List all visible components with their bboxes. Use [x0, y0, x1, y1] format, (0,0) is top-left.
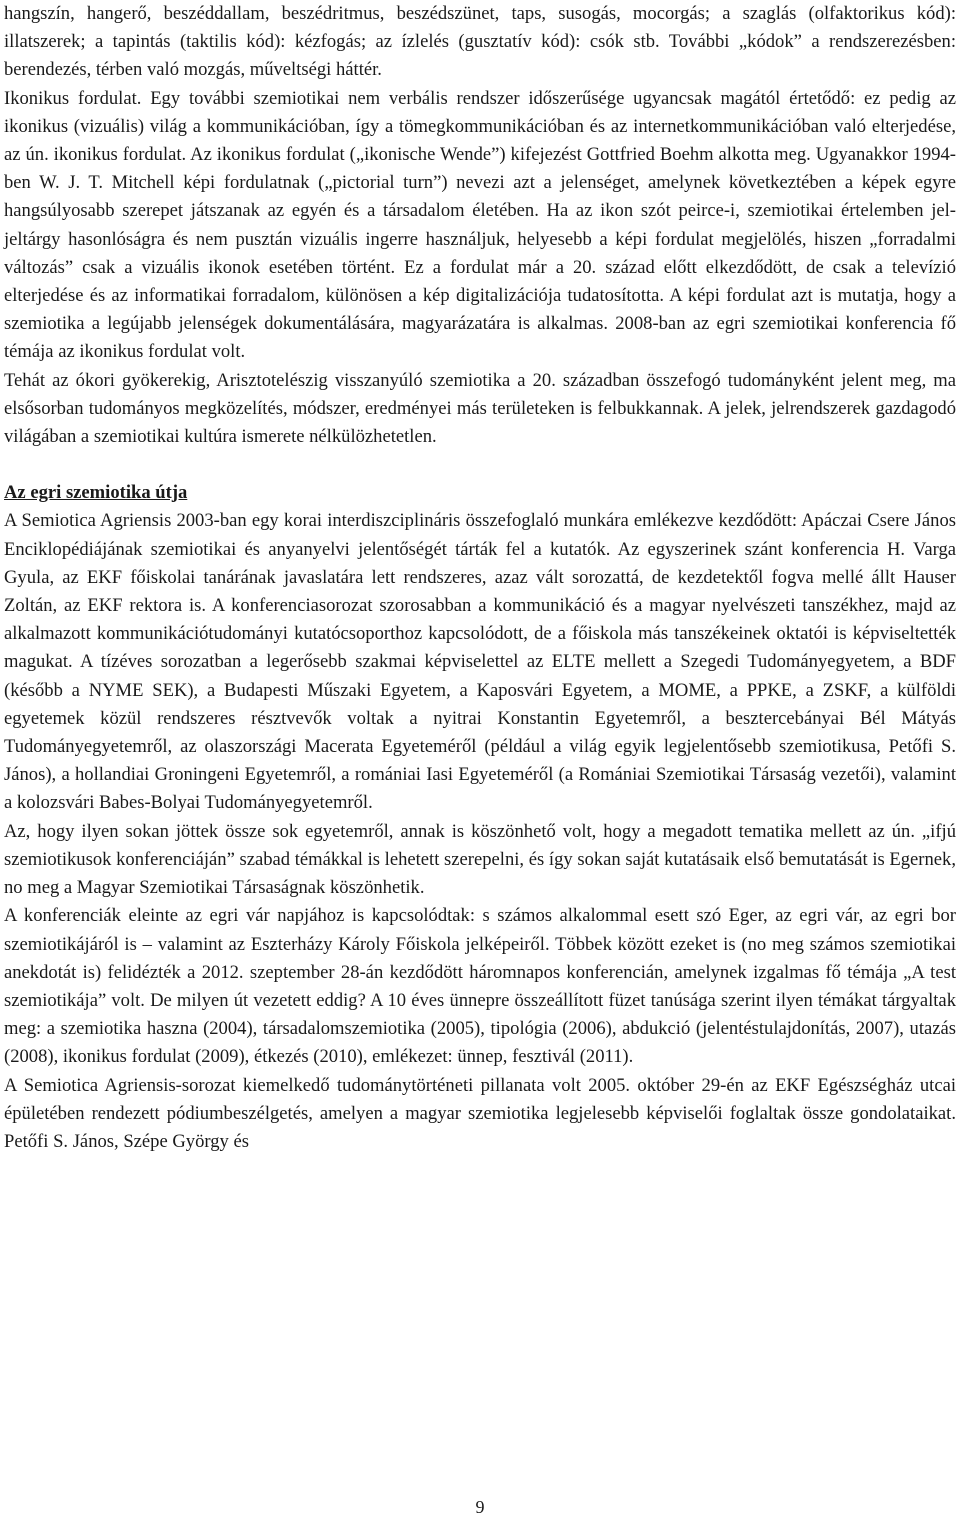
- paragraph-codes: hangszín, hangerő, beszéddallam, beszédritmus, beszédszünet, taps, susogás, mocorgás; a szaglás (olfaktorikus kód): illatszerek; a tapintás (taktilis kód): kézfogás; az ízlelés (gusztatív kód): csók stb. További „kódok” a rendszerezésben: berendezés, térben való mozgás, műveltségi háttér.: [4, 3, 956, 81]
- paragraph-semiotics-summary: Tehát az ókori gyökerekig, Arisztotelészig visszanyúló szemiotika a 20. században összefogó tudományként jelent meg, ma elsősorban tudományos megközelítés, módszer, eredményei más területeken is felbukkannak. A jelek, jelrendszerek gazdagodó világában a szemiotikai kultúra ismerete nélkülözhetetlen.: [4, 369, 956, 448]
- section-heading: Az egri szemiotika útja: [4, 482, 188, 504]
- paragraph-podium-discussion: A Semiotica Agriensis-sorozat kiemelkedő tudománytörténeti pillanata volt 2005. október 29-én az EKF Egészségház utcai épületében rendezett pódiumbeszélgetés, amelyen a magyar szemiotika legjelesebb képviselői foglaltak össze gondolataikat. Petőfi S. János, Szépe György és: [4, 1074, 956, 1152]
- paragraph-young-semioticians: Az, hogy ilyen sokan jöttek össze sok egyetemről, annak is köszönhető volt, hogy a megadott tematika mellett az ún. „ifjú szemiotikusok konferenciáján” szabad témákkal is lehetett szerepelni, és így sokan saját kutatásaik első bemutatását is Egernek, no meg a Magyar Szemiotikai Társaságnak köszönhetik.: [4, 820, 956, 899]
- page-number: 9: [475, 1497, 485, 1517]
- document-page: [4, 0, 956, 1537]
- paragraph-iconic-turn: Ikonikus fordulat. Egy további szemiotikai nem verbális rendszer időszerűsége ugyancsak magától értetődő: ez pedig az ikonikus (vizuális) világ a kommunikációban, így a tömegkommunikációban és az internetkommunikációban való elterjedése, az ún. ikonikus fordulat. Az ikonikus fordulat („ikonische Wende”) kifejezést Gottfried Boehm alkotta meg. Ugyanakkor 1994-ben W. J. T. Mitchell képi fordulatnak („pictorial turn”) nevezi azt a jelenséget, amelynek következtében a képek egyre hangsúlyosabb szerepet játszanak az egyén és a társadalom életében. Ha az ikon szót peirce-i, szemiotikai értelemben jel-jeltárgy hasonlóságra és nem pusztán vizuális ingerre használjuk, helyesebb a képi fordulat megjelölés, hiszen „forradalmi változás” csak a vizuális ikonok esetében történt. Ez a fordulat már a 20. század előtt elkezdődött, de csak a televízió elterjedése és az informatikai forradalom, különösen a kép digitalizációja tudatosította. A képi fordulat azt is mutatja, hogy a szemiotika a legújabb jelenségek dokumentálására, magyarázatára is alkalmas. 2008-ban az egri szemiotikai konferencia fő témája az ikonikus fordulat volt.: [4, 87, 956, 363]
- paragraph-semiotica-agriensis: A Semiotica Agriensis 2003-ban egy korai interdiszciplináris összefoglaló munkára emlékezve kezdődött: Apáczai Csere János Enciklopédiájának szemiotikai és anyanyelvi jelentőségét tárták fel a kutatók. Az egyszerinek szánt konferencia H. Varga Gyula, az EKF főiskolai tanárának javaslatára lett rendszeres, azaz vált sorozattá, de kezdetektől fogva mellé állt Hauser Zoltán, az EKF rektora is. A konferenciasorozat szorosabban a kommunikáció és a magyar nyelvészeti tanszékhez, majd az alkalmazott kommunikációtudományi kutatócsoporthoz kapcsolódott, de a főiskola más tanszékeinek oktatói is képviseltették magukat. A tízéves sorozatban a legerősebb szakmai képviselettel az ELTE mellett a Szegedi Tudományegyetem, a BDF (később a NYME SEK), a Budapesti Műszaki Egyetem, a Kaposvári Egyetem, a MOME, a PPKE, a ZSKF, a külföldi egyetemek közül rendszeres résztvevők voltak a nyitrai Konstantin Egyetemről, a besztercebányai Bél Mátyás Tudományegyetemről, az olaszországi Macerata Egyeteméről (például a világ egyik legjelentősebb szemiotikusa, Petőfi S. János), a hollandiai Groningeni Egyetemről, a romániai Iasi Egyeteméről (a Romániai Szemiotikai Társaság vezetői), valamint a kolozsvári Babes-Bolyai Tudományegyetemről.: [4, 510, 956, 814]
- paragraph-conference-topics: A konferenciák eleinte az egri vár napjához is kapcsolódtak: s számos alkalommal esett szó Eger, az egri vár, az egri bor szemiotikájáról is – valamint az Eszterházy Károly Főiskola jelképeiről. Többek között ezeket is (no meg számos szemiotikai anekdotát is) felidézték a 2012. szeptember 28-án kezdődött háromnapos konferencián, amelynek izgalmas fő témája „A test szemiotikája” volt. De milyen út vezetett eddig? A 10 éves ünnepre összeállított füzet tanúsága szerint ilyen témákat tárgyaltak meg: a szemiotika haszna (2004), társadalomszemiotika (2005), tipológia (2006), abdukció (jelentéstulajdonítás, 2007), utazás (2008), ikonikus fordulat (2009), étkezés (2010), emlékezet: ünnep, fesztivál (2011).: [4, 905, 956, 1068]
